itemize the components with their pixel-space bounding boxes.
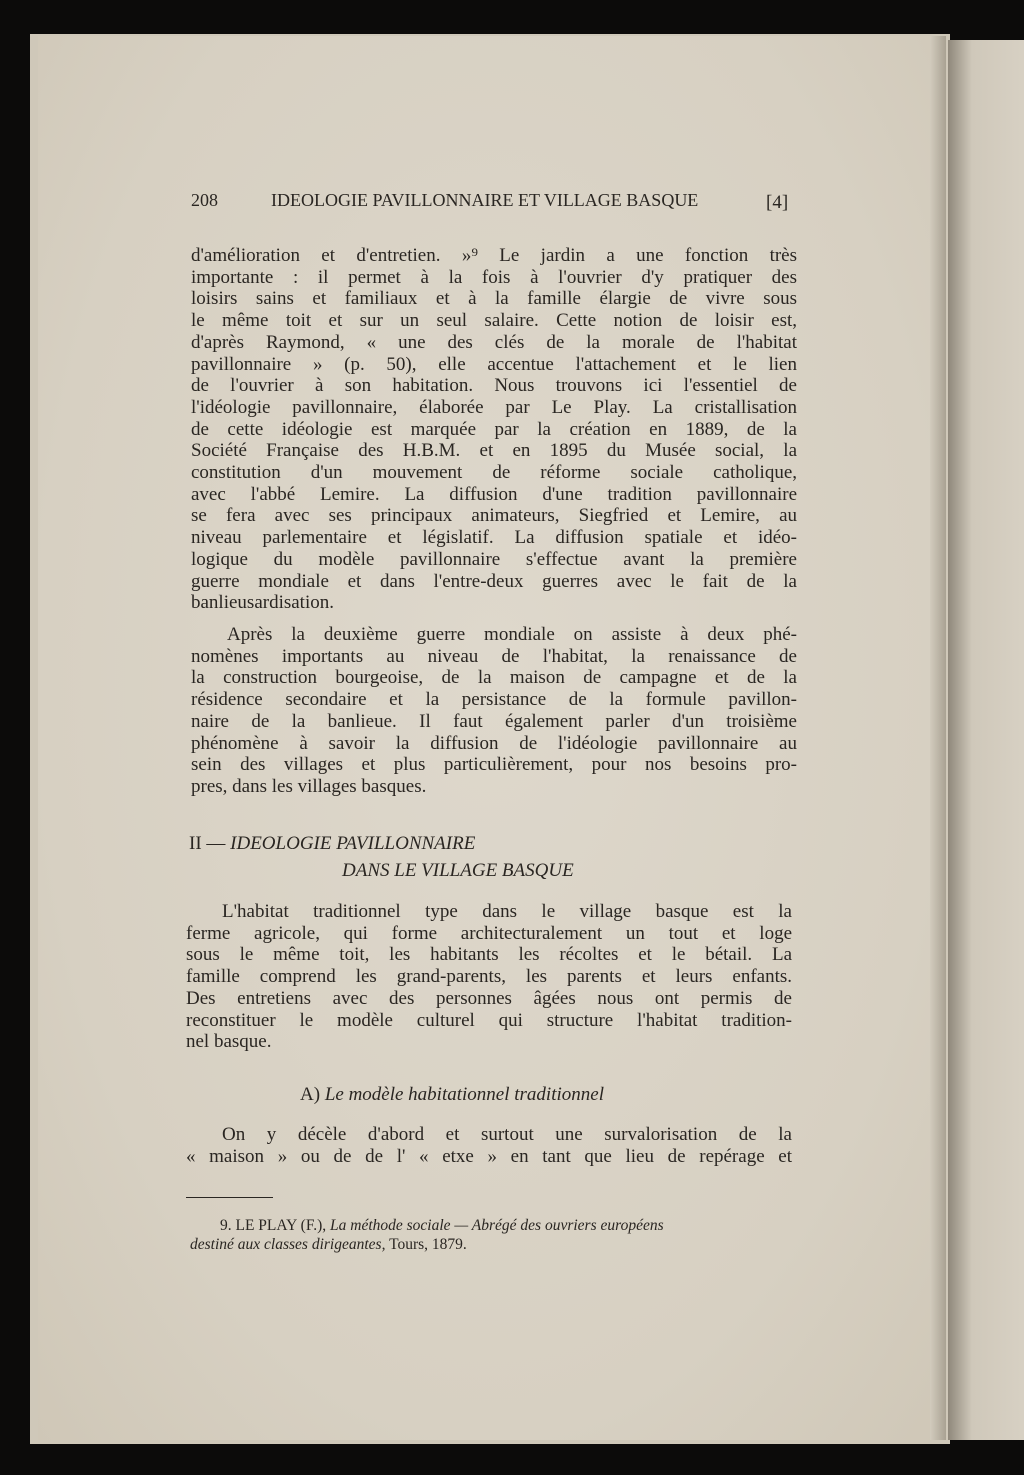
text-line: d'après Raymond, « une des clés de la morale de l'habitat: [191, 331, 797, 353]
text-line: loisirs sains et familiaux et à la famille élargie de vivre sous: [191, 288, 797, 310]
text-line: Après la deuxième guerre mondiale on assiste à deux phé-: [227, 624, 797, 645]
text-line: ferme agricole, qui forme architecturalement un tout et loge: [186, 922, 792, 944]
paragraph: [186, 901, 792, 1053]
text-line: guerre mondiale et dans l'entre-deux guerres avec le fait de la: [191, 570, 797, 592]
text-line: l'idéologie pavillonnaire, élaborée par Le Play. La cristallisation: [191, 396, 797, 418]
text-line: importante : il permet à la fois à l'ouvrier d'y pratiquer des: [191, 266, 797, 288]
footnote-divider: [186, 1197, 273, 1198]
text-line: le même toit et sur un seul salaire. Cette notion de loisir est,: [191, 310, 797, 332]
subheading-title: Le modèle habitationnel traditionnel: [324, 1084, 604, 1105]
paragraph: [191, 624, 797, 798]
text-line: nomènes importants au niveau de l'habitat, la renaissance de: [191, 645, 797, 667]
text-line: pavillonnaire » (p. 50), elle accentue l'attachement et le lien: [191, 353, 797, 375]
section-number: II —: [189, 833, 226, 854]
text-line: avec l'abbé Lemire. La diffusion d'une tradition pavillonnaire: [191, 483, 797, 505]
text-line: constitution d'un mouvement de réforme sociale catholique,: [191, 462, 797, 484]
page-number: 208: [191, 190, 218, 210]
text-line: On y décèle d'abord et surtout une survalorisation de la: [222, 1124, 792, 1145]
facing-page-edge: [948, 40, 1024, 1440]
text-line: sous le même toit, les habitants les récoltes et le bétail. La: [186, 944, 792, 966]
text-line: de l'ouvrier à son habitation. Nous trouvons ici l'essentiel de: [191, 375, 797, 397]
section-title-part-1: IDEOLOGIE PAVILLONNAIRE: [230, 833, 476, 854]
subheading: [300, 1084, 604, 1106]
section-heading-line-2: [342, 860, 574, 882]
text-line: naire de la banlieue. Il faut également parler d'un troisième: [191, 710, 797, 732]
text-line: de cette idéologie est marquée par la création en 1889, de la: [191, 418, 797, 440]
text-line: phénomène à savoir la diffusion de l'idéologie pavillonnaire au: [191, 732, 797, 754]
text-line: reconstituer le modèle culturel qui structure l'habitat tradition-: [186, 1009, 792, 1031]
book-gutter: [930, 36, 946, 1440]
text-line: pres, dans les villages basques.: [191, 775, 427, 797]
section-heading-line-1: [189, 833, 475, 855]
text-line: banlieusardisation.: [191, 592, 334, 614]
text-line: résidence secondaire et la persistance de la formule pavillon-: [191, 689, 797, 711]
text-line: L'habitat traditionnel type dans le village basque est la: [222, 901, 792, 922]
text-line: sein des villages et plus particulièrement, pour nos besoins pro-: [191, 754, 797, 776]
text-line: logique du modèle pavillonnaire s'effectue avant la première: [191, 548, 797, 570]
text-line: Des entretiens avec des personnes âgées nous ont permis de: [186, 987, 792, 1009]
footnote-publication: Tours, 1879.: [389, 1236, 467, 1253]
paragraph: [186, 1124, 792, 1167]
text-line: niveau parlementaire et législatif. La diffusion spatiale et idéo-: [191, 527, 797, 549]
text-line: d'amélioration et d'entretien. »⁹ Le jardin a une fonction très: [191, 245, 797, 266]
text-line: famille comprend les grand-parents, les parents et leurs enfants.: [186, 966, 792, 988]
subheading-number: A): [300, 1084, 321, 1105]
text-line: « maison » ou de de l' « etxe » en tant que lieu de repérage et: [186, 1145, 792, 1167]
text-line: se fera avec ses principaux animateurs, Siegfried et Lemire, au: [191, 505, 797, 527]
section-title-part-2: DANS LE VILLAGE BASQUE: [342, 860, 574, 881]
text-line: nel basque.: [186, 1031, 272, 1053]
footnote-number: 9.: [220, 1217, 232, 1234]
footnote-author: LE PLAY (F.),: [235, 1217, 327, 1234]
paragraph: [191, 245, 797, 614]
running-title: IDEOLOGIE PAVILLONNAIRE ET VILLAGE BASQUE: [271, 190, 699, 210]
footnote-title: La méthode sociale — Abrégé des ouvriers européens: [330, 1217, 664, 1234]
text-line: la construction bourgeoise, de la maison de campagne et de la: [191, 667, 797, 689]
text-line: Société Française des H.B.M. et en 1895 du Musée social, la: [191, 440, 797, 462]
footnote: [190, 1216, 790, 1254]
section-marker: [4]: [766, 192, 789, 213]
footnote-title-continued: destiné aux classes dirigeantes,: [190, 1236, 386, 1253]
